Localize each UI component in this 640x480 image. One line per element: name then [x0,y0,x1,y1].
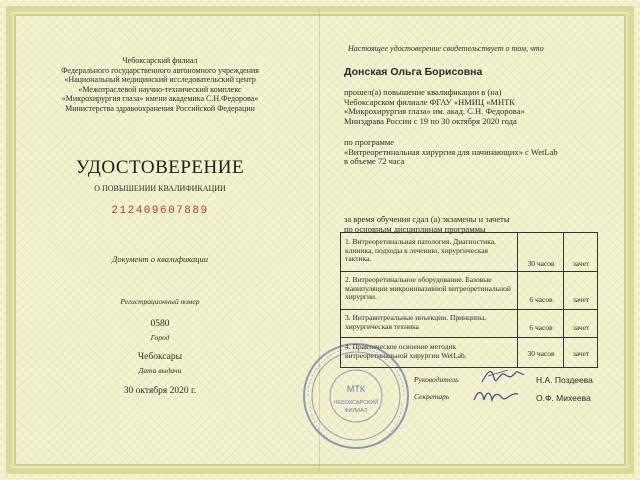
discipline-title: 4. Практическое освоение методик витреоретинальной хирургии WetLab. [345,342,467,360]
discipline-hours-cell [517,271,564,309]
training-line: Минздрава России с 19 по 30 октября 2020 года [344,115,517,126]
discipline-hours: 30 часов [527,349,555,358]
program-line: в объеме 72 часа [344,156,405,166]
certificate-intro: Настоящее удостоверение свидетельствует о том, что [348,44,544,53]
discipline-hours-cell [517,309,564,337]
training-line: Чебоксарском филиале ФГАУ «НМИЦ «МНТК [344,96,515,107]
stamp-text-bottom: ФИЛИАЛ [344,408,368,414]
discipline-title: 3. Интравитреальные инъекции. Принципы, хирургическая техника [345,313,487,331]
secretary-name: О.Ф. Михеева [536,393,591,403]
discipline-title: 1. Витреоретинальная патология. Диагностика, клиника, подходы к лечению, хирургическая тактика. [345,237,496,263]
holder-name: Донская Ольга Борисовна [344,66,483,78]
issue-date-label: Дата выдачи [138,366,182,375]
document-title: УДОСТОВЕРЕНИЕ [75,157,245,178]
official-stamp [300,340,412,452]
serial-number: 212409607889 [111,205,209,217]
secretary-label: Секретарь [414,392,450,401]
discipline-hours-cell [517,337,564,367]
discipline-row [341,233,597,272]
city-label: Город [150,333,170,342]
training-block [344,88,594,126]
organization-line: «Межотраслевой научно-технический комплекс [78,84,242,94]
discipline-row [341,271,597,310]
stamp-text-top: МТК [346,384,366,394]
discipline-hours: 6 часов [529,323,553,332]
program-line: «Витреоретинальная хирургия для начинающих» с WetLab [344,146,558,157]
discipline-result-cell [563,271,598,309]
discipline-title: 2. Витреоретинальное оборудование. Базовые манипуляции микроинвазивной витреоретинальной хирургии. [345,275,511,301]
head-signature [478,366,526,388]
organization-line: Чебоксарский филиал [122,56,198,65]
issue-date: 30 октября 2020 г. [123,386,197,396]
organization-line: Министерства здравоохранения Российской Федерации [65,103,255,113]
discipline-hours: 6 часов [529,295,553,304]
document-type: Документ о квалификации [111,254,209,264]
document-subtitle: О ПОВЫШЕНИИ КВАЛИФИКАЦИИ [94,184,226,193]
program-line: по программе [344,137,395,147]
program-block [344,138,594,167]
discipline-hours: 30 часов [527,259,555,268]
discipline-result: зачет [572,323,590,332]
training-line: «Микрохирургия глаза» им. акад. С.Н. Федорова» [344,106,525,116]
exam-line: за время обучения сдал (а) экзамены и зачеты [344,214,510,224]
discipline-result: зачет [572,295,590,304]
discipline-result-cell [563,337,598,367]
discipline-result: зачет [572,349,590,358]
discipline-result-cell [563,309,598,337]
city: Чебоксары [137,352,183,362]
organization-line: «Микрохирургия глаза» имени академика С.Н.Федорова» [61,94,259,103]
discipline-row [341,309,597,338]
secretary-signature [470,386,522,406]
exam-line: по основным дисциплинам программы [344,223,486,234]
organization-line: Федерального государственного автономного учреждения [61,65,259,75]
registration-label: Регистрационный номер [120,297,200,306]
training-line: прошел(а) повышение квалификации в (на) [344,87,502,97]
registration-number: 0580 [150,319,170,329]
organization-block [40,56,280,113]
head-label: Руководитель [414,375,459,384]
organization-line: «Национальный медицинский исследовательский центр [64,75,256,84]
stamp-text-mid: ЧЕБОКСАРСКИЙ [333,400,379,406]
discipline-result-cell [563,233,598,271]
head-name: Н.А. Поздеева [536,375,593,385]
discipline-result: зачет [572,259,590,268]
discipline-hours-cell [517,233,564,271]
